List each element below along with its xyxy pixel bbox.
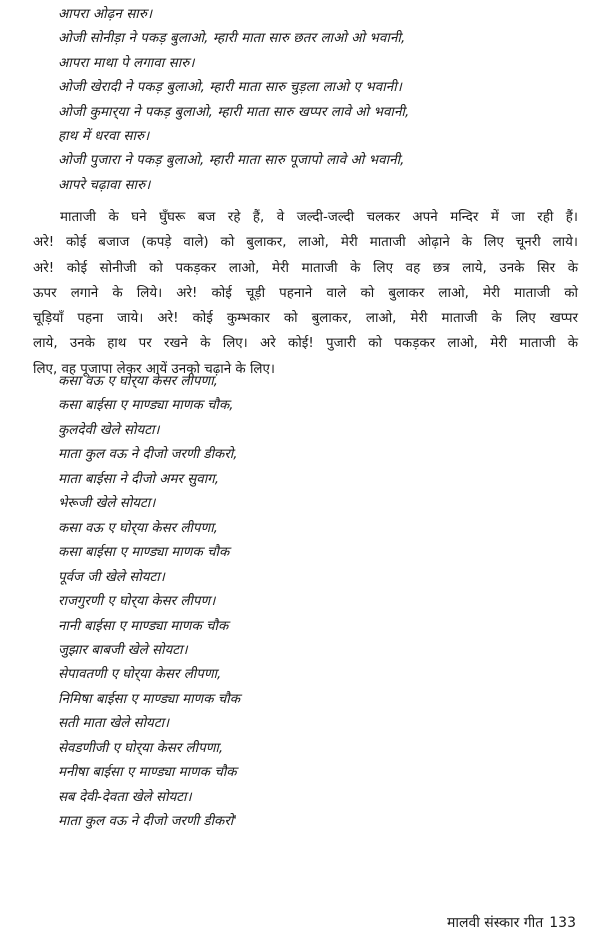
verse-line: मनीषा बाईसा ए माण्ड्या माणक चौक [58, 765, 237, 781]
running-title: मालवी संस्कार गीत [446, 915, 544, 931]
verse-line: जुझार बाबजी खेले सोयटा। [58, 642, 188, 658]
paragraph-line: चूड़ियाँ पहना जाये। अरे! कोई कुम्भकार को बुलाकर, लाओ, मेरी माताजी के लिए खप्पर [33, 311, 578, 327]
verse-line: माता बाईसा ने दीजो अमर सुवाग, [58, 471, 219, 487]
page-footer [447, 913, 576, 933]
verse-line: सेपावतणी ए घोर्‌या केसर लीपणा, [58, 667, 222, 683]
verse-line: निमिषा बाईसा ए माण्ड्या माणक चौक [58, 691, 241, 707]
verse-line: नानी बाईसा ए माण्ड्या माणक चौक [58, 618, 229, 634]
verse-line: सती माता खेले सोयटा। [58, 716, 170, 732]
verse-line: राजगुरणी ए घोर्‌या केसर लीपण। [58, 594, 216, 610]
verse-line: कसा वऊ ए घोर्‌या केसर लीपणा, [58, 374, 218, 389]
verse-line: सेवडणीजी ए घोर्‌या केसर लीपणा, [58, 740, 224, 756]
verse-line: सब देवी-देवता खेले सोयटा। [58, 789, 192, 805]
paragraph-line: अरे! कोई बजाज (कपड़े वाले) को बुलाकर, लाओ, मेरी माताजी ओढ़ाने के लिए चूनरी लाये। [33, 235, 578, 251]
verse-top-block [58, 3, 578, 198]
verse-line: कसा बाईसा ए माण्ड्या माणक चौक [58, 545, 230, 561]
verse-line: भेरूजी खेले सोयटा। [58, 496, 156, 512]
verse-line: कसा वऊ ए घोर्‌या केसर लीपणा, [58, 520, 218, 536]
paragraph-line: अरे! कोई सोनीजी को पकड़कर लाओ, मेरी माताजी के लिए वह छत्र लाये, उनके सिर के [33, 260, 578, 276]
paragraph-line: लिए, वह पूजापा लेकर आयें उनको चढ़ाने के लिए। [33, 361, 275, 377]
verse-line: ओजी कुमार्‌या ने पकड़ बुलाओ, म्हारी माता सारु खप्पर लावे ओ भवानी, [58, 104, 410, 120]
verse-line: ओजी सोनीड़ा ने पकड़ बुलाओ, म्हारी माता सारु छतर लाओ ओ भवानी, [58, 31, 406, 47]
verse-line: कुलदेवी खेले सोयटा। [58, 422, 160, 438]
verse-line: ओजी खेरादी ने पकड़ बुलाओ, म्हारी माता सारु चुड़ला लाओ ए भवानी। [58, 80, 402, 96]
verse-line: आपरा माथा पे लगावा सारु। [58, 55, 195, 71]
paragraph-line: माताजी के घने घुँघरू बज रहे हैं, वे जल्दी-जल्दी चलकर अपने मन्दिर में जा रही हैं। [60, 210, 578, 225]
paragraph-line: लाये, उनके हाथ पर रखने के लिए। अरे कोई! पुजारी को पकड़कर लाओ, मेरी माताजी के [33, 336, 578, 352]
verse-line: आपरे चढ़ावा सारु। [58, 177, 151, 193]
verse-line: पूर्वज जी खेले सोयटा। [58, 569, 165, 585]
prose-paragraph [33, 205, 578, 382]
verse-line: आपरा ओढ़न सारु। [58, 7, 153, 22]
page-number: 133 [549, 915, 576, 931]
verse-line: ओजी पुजारा ने पकड़ बुलाओ, म्हारी माता सारु पूजापो लावे ओ भवानी, [58, 153, 405, 169]
verse-line: हाथ में धरवा सारु। [58, 129, 150, 145]
verse-bottom-block [58, 370, 458, 835]
verse-line: माता कुल वऊ ने दीजो जरणी डीकरो, [58, 447, 238, 463]
paragraph-line: ऊपर लगाने के लिये। अरे! कोई चूड़ी पहनाने वाले को बुलाकर लाओ, मेरी माताजी को [33, 285, 578, 301]
verse-line: कसा बाईसा ए माण्ड्या माणक चौक, [58, 398, 234, 414]
verse-line: माता कुल वऊ ने दीजो जरणी डीकरो' [58, 814, 237, 830]
